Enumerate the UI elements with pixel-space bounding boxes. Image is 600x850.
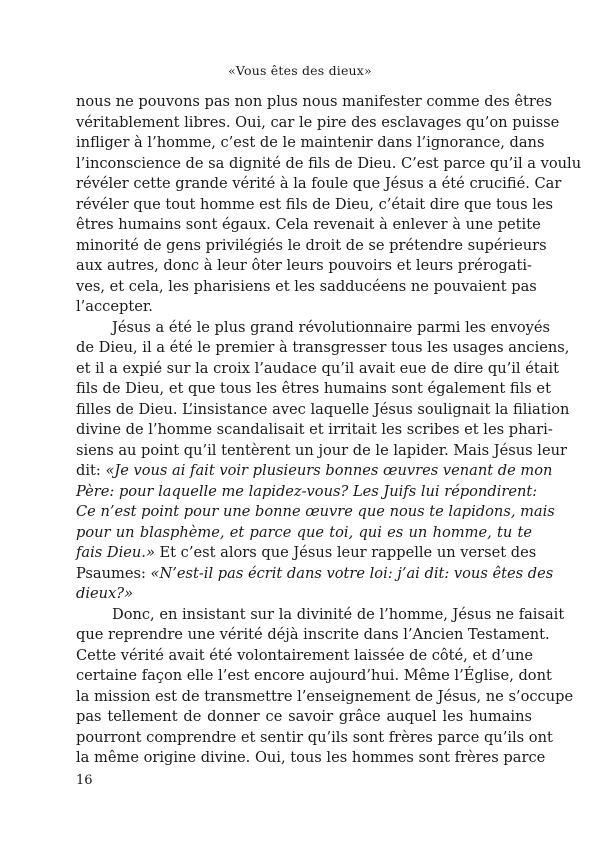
running-header: «Vous êtes des dieux» [228, 63, 372, 78]
text-line [76, 543, 537, 563]
text-line [76, 707, 532, 727]
italic-text: fais Dieu.» [76, 544, 155, 561]
text-segment: de Dieu, il a été le premier à transgresser tous les usages anciens, [76, 339, 570, 356]
text-segment: Cette vérité avait été volontairement laissée de côté, et d’une [76, 646, 534, 664]
text-segment: infliger à l’homme, c’est de le maintenir dans l’ignorance, dans [76, 134, 545, 151]
text-segment: l’accepter. [76, 298, 153, 315]
text-line [76, 584, 532, 604]
text-segment: aux autres, donc à leur ôter leurs pouvoirs et leurs prérogati- [76, 257, 532, 274]
text-line [76, 215, 541, 235]
text-segment: pas tellement de donner ce savoir grâce auquel les humains [76, 708, 532, 725]
text-segment: Jésus a été le plus grand révolutionnaire parmi les envoyés [112, 318, 550, 336]
text-line [76, 359, 559, 379]
text-segment: Psaumes: [76, 564, 151, 582]
text-segment: filles de Dieu. L’insistance avec laquelle Jésus soulignait la filiation [76, 400, 570, 418]
text-segment: que reprendre une vérité déjà inscrite dans l’Ancien Testament. [76, 626, 550, 643]
text-line [76, 420, 553, 440]
text-line [76, 338, 570, 358]
text-line [76, 92, 552, 112]
italic-text: pour un blasphème, et parce que toi, qui es un homme, tu te [76, 523, 532, 541]
text-line [76, 502, 555, 522]
text-line [76, 646, 532, 666]
text-segment: certaine façon elle l’est encore aujourd’hui. Même l’Église, dont [76, 667, 552, 684]
text-line [76, 666, 552, 686]
text-line [76, 523, 532, 543]
text-line [76, 441, 567, 461]
text-segment: fils de Dieu, et que tous les êtres humains sont également fils et [76, 380, 551, 397]
text-segment: révéler cette grande vérité à la foule que Jésus a été crucifié. Car [76, 175, 562, 192]
text-segment: ves, et cela, les pharisiens et les sadducéens ne pouvaient pas [76, 277, 537, 295]
text-segment: l’inconscience de sa dignité de fils de Dieu. C’est parce qu’il a voulu [76, 154, 582, 172]
text-segment: pourront comprendre et sentir qu’ils sont frères parce qu’ils ont [76, 728, 553, 746]
text-line [76, 687, 574, 707]
text-line [76, 748, 546, 768]
italic-text: Père: pour laquelle me lapidez-vous? Les Juifs lui répondirent: [76, 482, 538, 500]
text-line [76, 564, 554, 584]
text-segment: la même origine divine. Oui, tous les hommes sont frères parce [76, 749, 546, 766]
text-line [76, 174, 562, 194]
text-segment: minorité de gens privilégiés le droit de se prétendre supérieurs [76, 236, 547, 254]
text-line [76, 277, 537, 297]
text-line [76, 133, 545, 153]
italic-text: «Je vous ai fait voir plusieurs bonnes œuvres venant de mon [105, 462, 553, 479]
text-line [76, 482, 538, 502]
text-line [76, 728, 553, 748]
italic-text: dieux?» [76, 585, 134, 602]
text-line [76, 379, 551, 399]
text-line [76, 113, 560, 133]
text-segment: révéler que tout homme est fils de Dieu, c’était dire que tous les [76, 195, 554, 213]
text-line [76, 256, 532, 276]
text-line [76, 461, 553, 481]
text-segment: et il a expié sur la croix l’audace qu’il avait eue de dire qu’il était [76, 359, 559, 377]
text-segment: divine de l’homme scandalisait et irritait les scribes et les phari- [76, 421, 553, 438]
text-line [112, 605, 565, 625]
text-segment: êtres humains sont égaux. Cela revenait à enlever à une petite [76, 216, 541, 233]
text-segment: la mission est de transmettre l’enseignement de Jésus, ne s’occupe [76, 687, 574, 705]
text-segment: Donc, en insistant sur la divinité de l’homme, Jésus ne faisait [112, 605, 565, 623]
text-line [76, 297, 532, 317]
page-number: 16 [76, 773, 93, 788]
text-segment: véritablement libres. Oui, car le pire des esclavages qu’on puisse [76, 113, 560, 131]
text-line [76, 195, 554, 215]
text-segment: siens au point qu’il tentèrent un jour de le lapider. Mais Jésus leur [76, 441, 567, 459]
text-segment: Et c’est alors que Jésus leur rappelle un verset des [154, 544, 537, 561]
text-segment: dit: [76, 462, 106, 479]
italic-text: «N’est-il pas écrit dans votre loi: j’ai dit: vous êtes des [150, 564, 554, 582]
text-line [76, 625, 550, 645]
text-line [76, 154, 582, 174]
text-segment: nous ne pouvons pas non plus nous manifester comme des êtres [76, 93, 552, 110]
text-line [76, 236, 547, 256]
italic-text: Ce n’est point pour une bonne œuvre que nous te lapidons, mais [76, 503, 555, 520]
text-line [76, 400, 570, 420]
text-line [112, 318, 550, 338]
